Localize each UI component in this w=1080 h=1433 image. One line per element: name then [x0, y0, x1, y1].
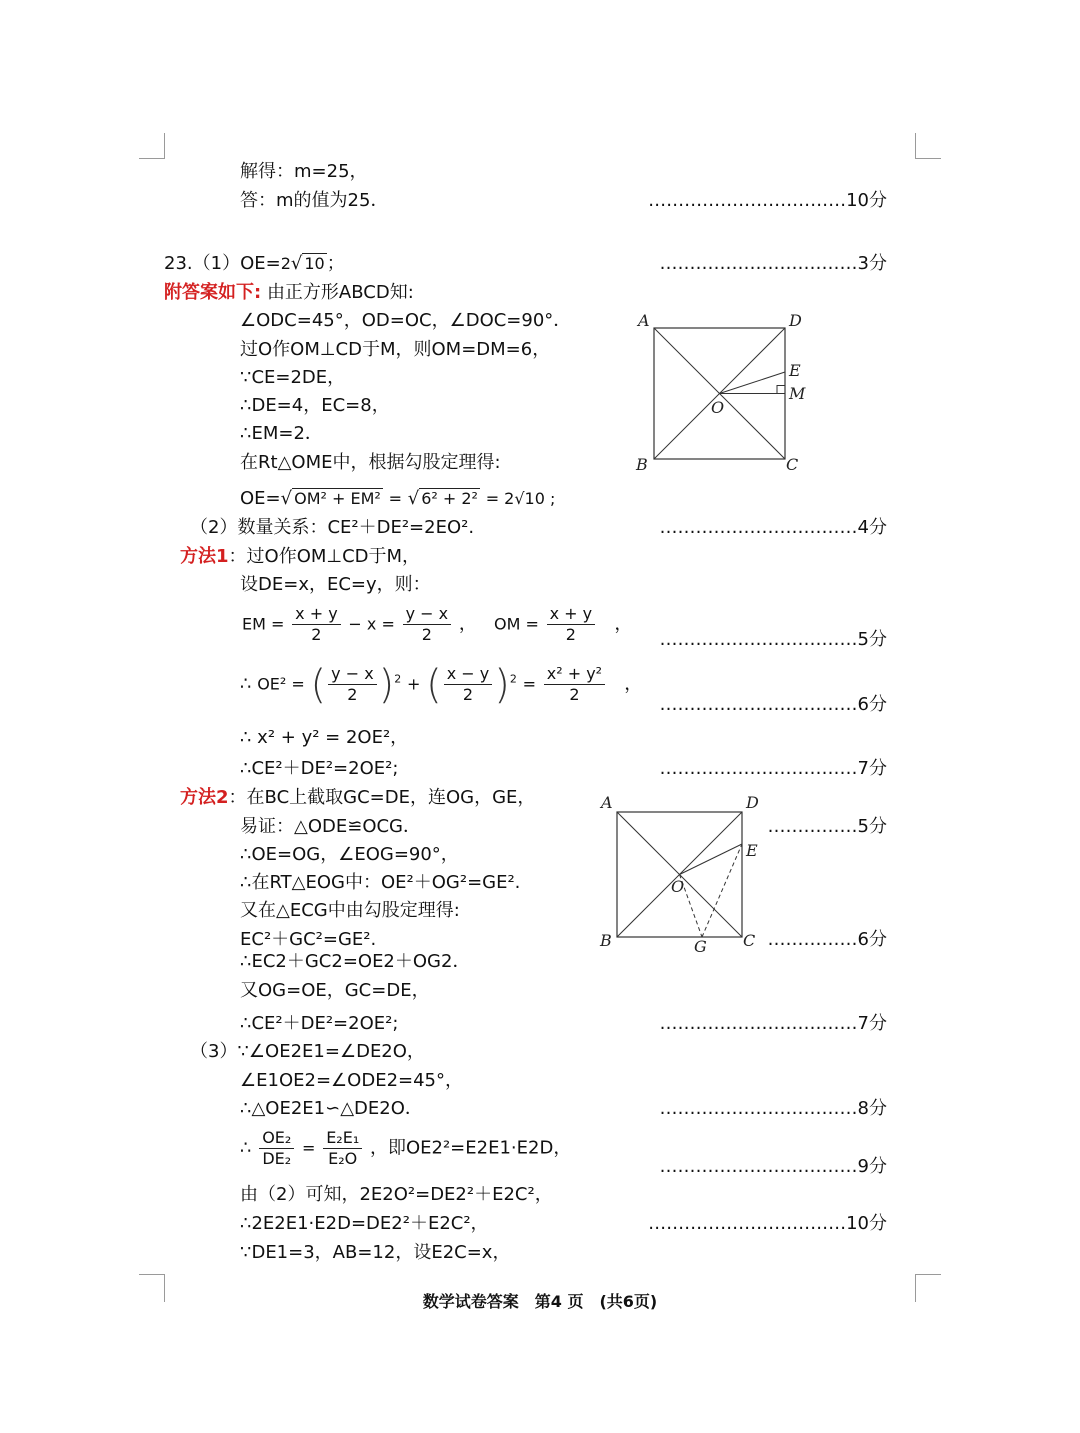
solve-line: 解得：m=25， [240, 161, 368, 182]
sqrt-icon: √ [280, 488, 293, 509]
method2-text: ：在BC上截取GC=DE，连OG，GE， [228, 787, 536, 808]
score-5: ……………………………5分 [659, 629, 887, 650]
rt-eog-line: ∴在RT△EOG中：OE²＋OG²=GE². [240, 872, 521, 893]
page-footer: 数学试卷答案 第4 页 (共6页) [422, 1292, 658, 1311]
ecg-line: 又在△ECG中由勾股定理得: [240, 900, 460, 921]
q23-end: ； [326, 253, 345, 274]
f2-end: ， [624, 673, 643, 695]
method1-line [180, 545, 420, 569]
q23-label: 23.（1）OE= [164, 253, 281, 274]
appendix-line [164, 281, 414, 305]
angle45-line: ∠E1OE2=∠ODE2=45°， [240, 1070, 464, 1091]
similar-line: ∴△OE2E1∽△DE2O． [240, 1098, 423, 1119]
oe-og-line: ∴OE=OG，∠EOG=90°， [240, 844, 459, 865]
score-6: ……………………………6分 [659, 694, 887, 715]
label-B: B [636, 455, 648, 474]
fraction: $\frac{\text{x² + y²}}{2}$ [544, 664, 605, 705]
f2-eq: = [522, 674, 537, 694]
method1-text: ：过O作OM⊥CD于M， [228, 546, 421, 567]
set-line: 设DE=x，EC=y，则： [240, 574, 431, 595]
square-figure-1 [630, 308, 820, 478]
given-line: ∵DE1=3，AB=12，设E2C=x， [240, 1242, 511, 1263]
label-D: D [746, 793, 759, 812]
appendix-label: 附答案如下: [164, 282, 262, 303]
f1-mid: − x = [348, 614, 395, 634]
score-8: ……………………………8分 [659, 1098, 887, 1119]
ratio-line [240, 1128, 571, 1176]
q23-part1 [164, 252, 345, 276]
label-O: O [671, 877, 685, 896]
label-E: E [746, 841, 758, 860]
ce-line: ∵CE=2DE， [240, 367, 346, 388]
method1-label: 方法1 [180, 546, 229, 567]
angle-line: ∠ODC=45°，OD=OC，∠DOC=90°． [240, 310, 572, 331]
em-line: ∴EM=2． [240, 423, 323, 444]
f1-comma: ， [458, 613, 477, 635]
oe-calc-radicand: OM² + EM² [294, 489, 381, 508]
q23-radicand: 10 [304, 254, 325, 273]
score-6-b: ……………6分 [767, 929, 887, 950]
xy-line: ∴ x² + y² = 2OE²， [240, 727, 409, 748]
og-oe-line: 又OG=OE，GC=DE， [240, 980, 430, 1001]
label-M: M [789, 384, 806, 403]
oe-calc-end: = 2√10 ; [485, 489, 556, 508]
oe-calc-pre: OE= [240, 488, 281, 509]
label-B: B [600, 931, 612, 950]
p3d-eq: = [302, 1138, 316, 1158]
crop-mark-tr-h [915, 158, 941, 159]
om-line: 过O作OM⊥CD于M，则OM=DM=6， [240, 339, 551, 360]
method2-line [180, 786, 535, 810]
score-7-a: ……………………………7分 [659, 758, 887, 779]
p3d-therefore: ∴ [240, 1137, 252, 1159]
label-D: D [789, 311, 802, 330]
part3-line: （3）∵∠OE2E1=∠DE2O， [190, 1041, 425, 1062]
sqrt-icon: √ [407, 488, 420, 509]
crop-mark-tl-h [139, 158, 165, 159]
score-4: ……………………………4分 [659, 517, 887, 538]
crop-mark-tl-v [164, 133, 165, 159]
label-C: C [786, 455, 799, 474]
method1-conclusion: ∴CE²＋DE²=2OE²; [240, 758, 399, 779]
score-5-b: ……………5分 [767, 816, 887, 837]
em-fraction-line [242, 604, 632, 648]
product-line: ∴2E2E1·E2D=DE2²＋E2C²， [240, 1213, 489, 1234]
f1-em: EM = [242, 614, 285, 634]
oe-calc-eq: = [388, 489, 402, 508]
oe-calc-radicand2: 6² + 2² [421, 489, 478, 508]
square-figure-2 [595, 792, 765, 962]
fraction: $\frac{y - x}{2}$ [403, 604, 452, 645]
f2-oe: OE² = [257, 674, 305, 694]
method2-label: 方法2 [180, 787, 229, 808]
fraction: $\frac{\text{OE₂}}{\text{DE₂}}$ [259, 1128, 294, 1169]
crop-mark-bl-h [139, 1274, 165, 1275]
ec2-line: ∴EC2＋GC2=OE2＋OG2． [240, 951, 471, 972]
f2-plus: + [407, 674, 421, 694]
label-G: G [694, 937, 707, 956]
appendix-text: 由正方形ABCD知: [266, 282, 414, 303]
from2-line: 由（2）可知，2E2O²=DE2²＋E2C²， [240, 1184, 553, 1205]
f2-therefore: ∴ [240, 673, 252, 695]
pythag-line: 在Rt△OME中，根据勾股定理得: [240, 452, 501, 473]
score-10-b: ……………………………10分 [648, 1213, 887, 1234]
f1-om: OM = [494, 614, 539, 634]
answer-line: 答：m的值为25． [240, 190, 389, 211]
fraction: $\frac{x + y}{2}$ [292, 604, 341, 645]
fraction: $\frac{x - y}{2}$ [444, 664, 493, 705]
sqrt-icon: √ [290, 253, 303, 274]
method2-conclusion: ∴CE²＋DE²=2OE²; [240, 1013, 399, 1034]
fraction: $\frac{x + y}{2}$ [547, 604, 596, 645]
ec-gc-line: EC²＋GC²=GE². [240, 929, 377, 950]
label-A: A [638, 311, 650, 330]
label-O: O [711, 398, 725, 417]
score-9: ……………………………9分 [659, 1156, 887, 1177]
oe-calc-line [240, 487, 555, 511]
fraction: $\frac{\text{E₂E₁}}{\text{E₂O}}$ [323, 1128, 362, 1169]
congruent-line: 易证：△ODE≌OCG． [240, 816, 422, 837]
fraction: $\frac{y - x}{2}$ [328, 664, 377, 705]
score-7-b: ……………………………7分 [659, 1013, 887, 1034]
crop-mark-tr-v [915, 133, 916, 159]
score-10-a: ……………………………10分 [648, 190, 887, 211]
de-line: ∴DE=4，EC=8， [240, 395, 390, 416]
crop-mark-br-h [915, 1274, 941, 1275]
oe-squared-line: ∴ OE² = ( $\frac{y - x}{2}$ )$^2$ + ( $\frac{x - y}{2}$ )$^2$ = $\frac{\text{x² + y²}}{2}$ ， [240, 661, 643, 708]
f1-end: ， [614, 613, 633, 635]
label-A: A [601, 793, 613, 812]
p3d-text: ，即OE2²=E2E1·E2D， [369, 1137, 572, 1159]
score-3: ……………………………3分 [659, 253, 887, 274]
label-E: E [789, 361, 801, 380]
part2-line: （2）数量关系：CE²＋DE²=2EO². [190, 517, 475, 538]
q23-coef: 2 [280, 254, 291, 273]
label-C: C [743, 931, 756, 950]
